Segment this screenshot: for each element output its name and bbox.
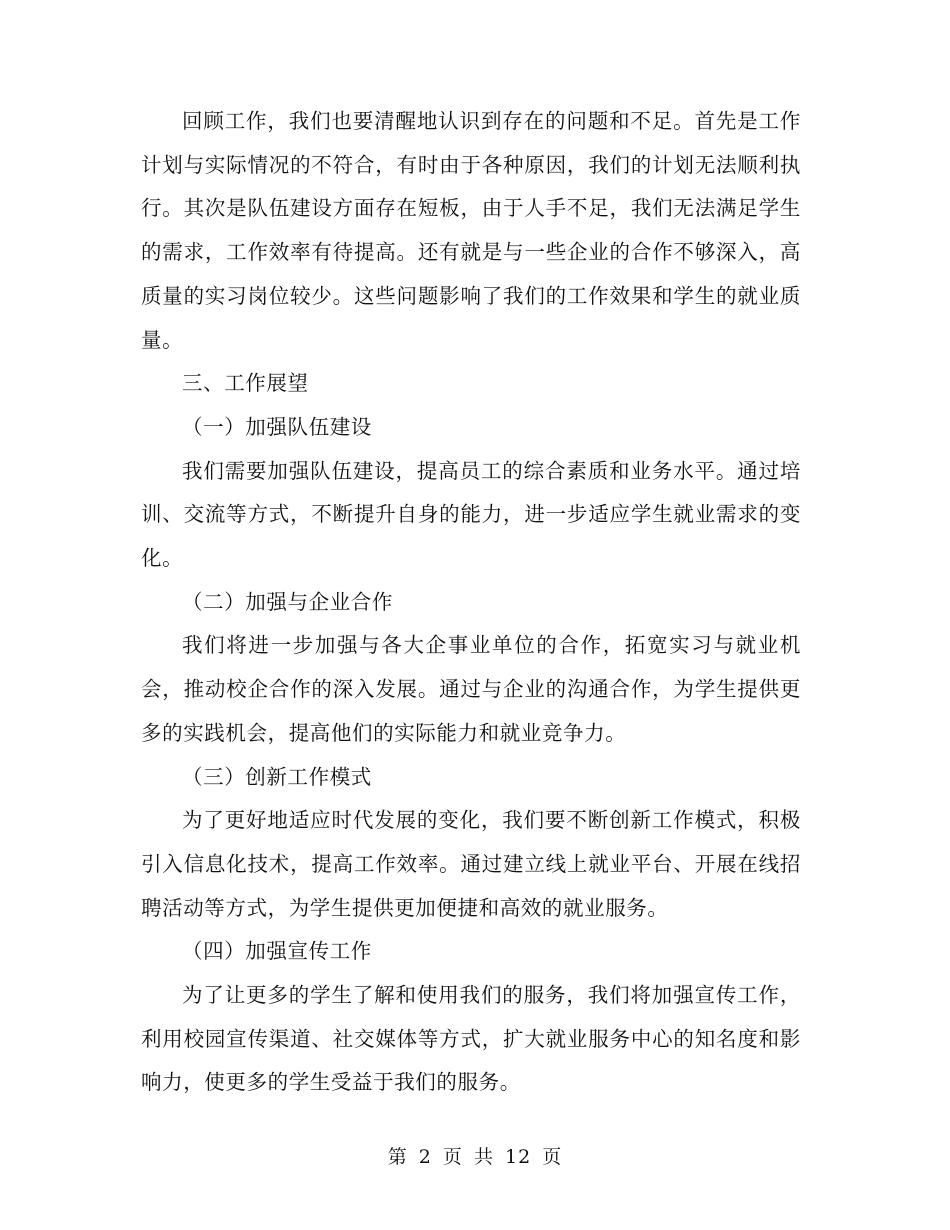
innovation-paragraph: 为了更好地适应时代发展的变化，我们要不断创新工作模式，积极引入信息化技术，提高工作效率。通过建立线上就业平台、开展在线招聘活动等方式，为学生提供更加便捷和高效的就业服务。 [141,808,801,920]
subheading-enterprise-cooperation: （二）加强与企业合作 [182,589,393,614]
publicity-paragraph: 为了让更多的学生了解和使用我们的服务，我们将加强宣传工作，利用校园宣传渠道、社交媒体等方式，扩大就业服务中心的知名度和影响力，使更多的学生受益于我们的服务。 [141,983,801,1095]
section-heading-outlook: 三、工作展望 [182,371,309,396]
problems-paragraph: 回顾工作，我们也要清醒地认识到存在的问题和不足。首先是工作计划与实际情况的不符合，有时由于各种原因，我们的计划无法顺利执行。其次是队伍建设方面存在短板，由于人手不足，我们无法满足学生的需求，工作效率有待提高。还有就是与一些企业的合作不够深入，高质量的实习岗位较少。这些问题影响了我们的工作效果和学生的就业质量。 [141,109,801,352]
team-building-paragraph: 我们需要加强队伍建设，提高员工的综合素质和业务水平。通过培训、交流等方式，不断提升自身的能力，进一步适应学生就业需求的变化。 [141,458,801,571]
document-body [141,100,801,1105]
subheading-team-building: （一）加强队伍建设 [182,414,372,439]
subheading-publicity: （四）加强宣传工作 [182,939,372,964]
subheading-innovation: （三）创新工作模式 [182,764,372,789]
page-number-footer: 第 2 页 共 12 页 [387,1146,563,1168]
enterprise-cooperation-paragraph: 我们将进一步加强与各大企事业单位的合作，拓宽实习与就业机会，推动校企合作的深入发展。通过与企业的沟通合作，为学生提供更多的实践机会，提高他们的实际能力和就业竞争力。 [141,633,801,745]
